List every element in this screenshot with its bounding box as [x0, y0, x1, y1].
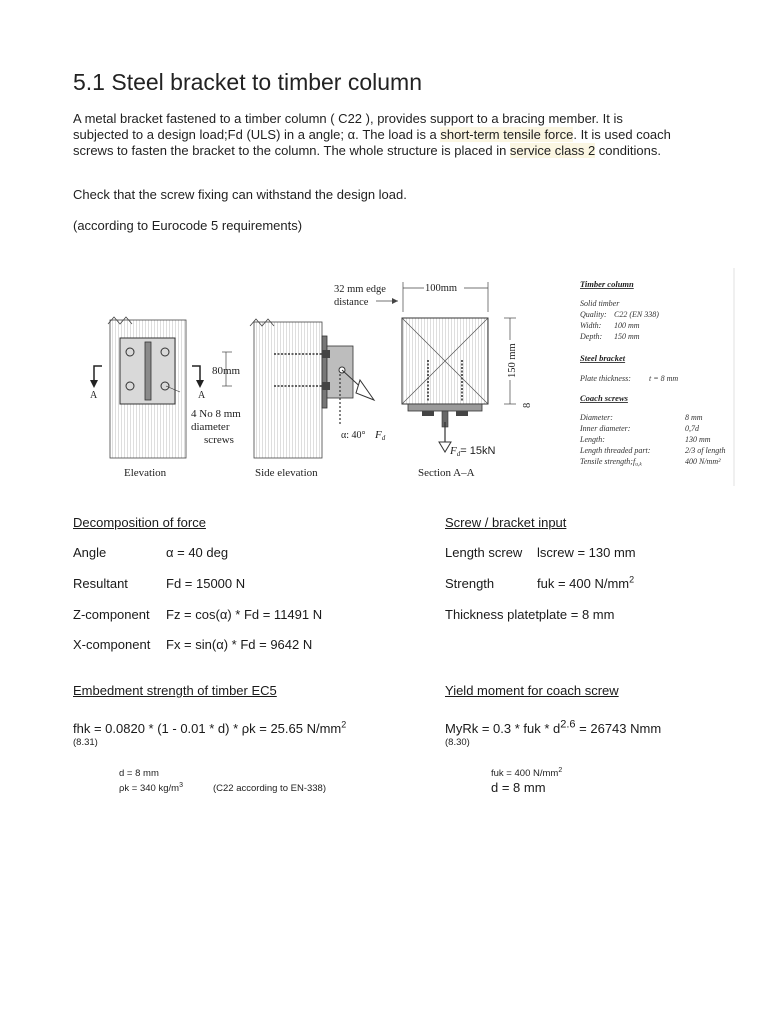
- yield-formula: MyRk = 0.3 * fuk * $d^{2.6} = 26743$ Nmm: [445, 718, 662, 736]
- embedment-reference: (8.31): [73, 737, 98, 748]
- resultant-value: Fd = 15000 N: [166, 576, 246, 591]
- highlight-short-term: short-term tensile force: [440, 127, 574, 142]
- decomposition-heading: Decomposition of force: [73, 515, 206, 530]
- dim-8: 8: [522, 402, 533, 408]
- dim-100mm: 100mm: [425, 283, 458, 294]
- table-thread-value: 2/3 of length: [685, 446, 726, 455]
- bracket-figure: [78, 262, 738, 490]
- table-thread-key: Length threaded part:: [580, 446, 651, 455]
- x-component-label: X-component: [73, 637, 151, 652]
- section-marker-right: A: [198, 390, 206, 401]
- table-diameter-key: Diameter:: [580, 413, 613, 422]
- strength-value: fuk = 400 $N/mm^2$: [537, 574, 635, 591]
- yield-fuk: fuk = 400 $N/mm^2$: [491, 766, 563, 779]
- table-heading-bracket: Steel bracket: [580, 353, 626, 363]
- table-inner-key: Inner diameter:: [580, 424, 631, 433]
- x-component-value: Fx = sin(α) * Fd = 9642 N: [166, 637, 313, 652]
- screw-length-value: lscrew = 130 mm: [537, 545, 636, 560]
- section-caption: Section A–A: [418, 467, 475, 479]
- properties-table: [579, 268, 734, 486]
- section-marker-left: A: [90, 390, 98, 401]
- table-quality-value: C22 (EN 338): [614, 310, 659, 319]
- side-elevation-caption: Side elevation: [255, 467, 318, 479]
- yield-d: d = 8 mm: [491, 780, 546, 795]
- edge-distance-1: 32 mm edge: [334, 284, 386, 295]
- screws-label-3: screws: [204, 434, 234, 446]
- elevation-caption: Elevation: [124, 467, 167, 479]
- table-heading-column: Timber column: [580, 279, 634, 289]
- edge-distance-2: distance: [334, 297, 369, 308]
- plate-thickness: Thickness platetplate = 8 mm: [445, 607, 615, 622]
- embedment-d: d = 8 mm: [119, 768, 159, 779]
- screw-length-label: Length screw: [445, 545, 523, 560]
- embedment-rho-note: (C22 according to EN-338): [213, 783, 326, 794]
- yield-reference: (8.30): [445, 737, 470, 748]
- table-heading-screws: Coach screws: [580, 393, 628, 403]
- table-quality-key: Quality:: [580, 310, 607, 319]
- table-plate-value: t = 8 mm: [649, 374, 679, 383]
- yield-heading: Yield moment for coach screw: [445, 683, 619, 698]
- table-depth-key: Depth:: [580, 332, 603, 341]
- embedment-rho: ρk = 340 $kg/m^3$: [119, 781, 183, 794]
- table-solid-timber: Solid timber: [580, 299, 620, 308]
- embedment-formula: fhk = 0.0820 * (1 - 0.01 * d) * ρk = 25.65 $N/mm^2$: [73, 719, 347, 736]
- table-length-value: 130 mm: [685, 435, 711, 444]
- z-component-label: Z-component: [73, 607, 150, 622]
- angle-label: Angle: [73, 545, 107, 560]
- screw-input-heading: Screw / bracket input: [445, 515, 567, 530]
- force-label: Fd: [375, 429, 386, 442]
- resultant-label: Resultant: [73, 576, 128, 591]
- table-width-key: Width:: [580, 321, 602, 330]
- page-title: 5.1 Steel bracket to timber column: [73, 69, 422, 95]
- embedment-heading: Embedment strength of timber EC5: [73, 683, 277, 698]
- check-text: Check that the screw fixing can withstand the design load.: [73, 187, 407, 202]
- section-view: [402, 318, 533, 479]
- angle-label: α: 40°: [341, 430, 366, 441]
- intro-line-3-end: conditions.: [595, 143, 661, 158]
- screws-label-2: diameter: [191, 421, 230, 433]
- screws-label-1: 4 No 8 mm: [191, 408, 241, 420]
- table-width-value: 100 mm: [614, 321, 640, 330]
- z-component-value: Fz = cos(α) * Fd = 11491 N: [166, 607, 323, 622]
- side-elevation-view: [250, 319, 386, 479]
- force-value: Fd= 15kN: [450, 445, 496, 458]
- table-diameter-value: 8 mm: [685, 413, 703, 422]
- table-inner-value: 0,7d: [685, 424, 699, 433]
- table-tensile-key: Tensile strength;fu,k: [580, 457, 642, 468]
- dim-150mm: 150 mm: [507, 343, 518, 378]
- eurocode-note: (according to Eurocode 5 requirements): [73, 218, 303, 233]
- intro-line-2: subjected to a design load;Fd (ULS) in a angle; α. The load is a: [73, 127, 441, 142]
- intro-line-3: screws to fasten the bracket to the column. The whole structure is placed in: [73, 143, 510, 158]
- intro-line-2-end: . It is used coach: [573, 127, 671, 142]
- table-depth-value: 150 mm: [614, 332, 640, 341]
- intro-line-1: A metal bracket fastened to a timber column ( C22 ), provides support to a bracing member. It is: [73, 111, 623, 126]
- highlight-service-class: service class 2: [509, 143, 596, 158]
- intro-paragraph: [73, 111, 733, 159]
- table-tensile-value: 400 N/mm²: [685, 457, 721, 466]
- dim-80mm: 80mm: [212, 365, 241, 377]
- angle-value: α = 40 deg: [166, 545, 229, 560]
- table-length-key: Length:: [580, 435, 605, 444]
- table-plate-key: Plate thickness:: [580, 374, 631, 383]
- strength-label: Strength: [445, 576, 495, 591]
- elevation-view: [90, 317, 241, 479]
